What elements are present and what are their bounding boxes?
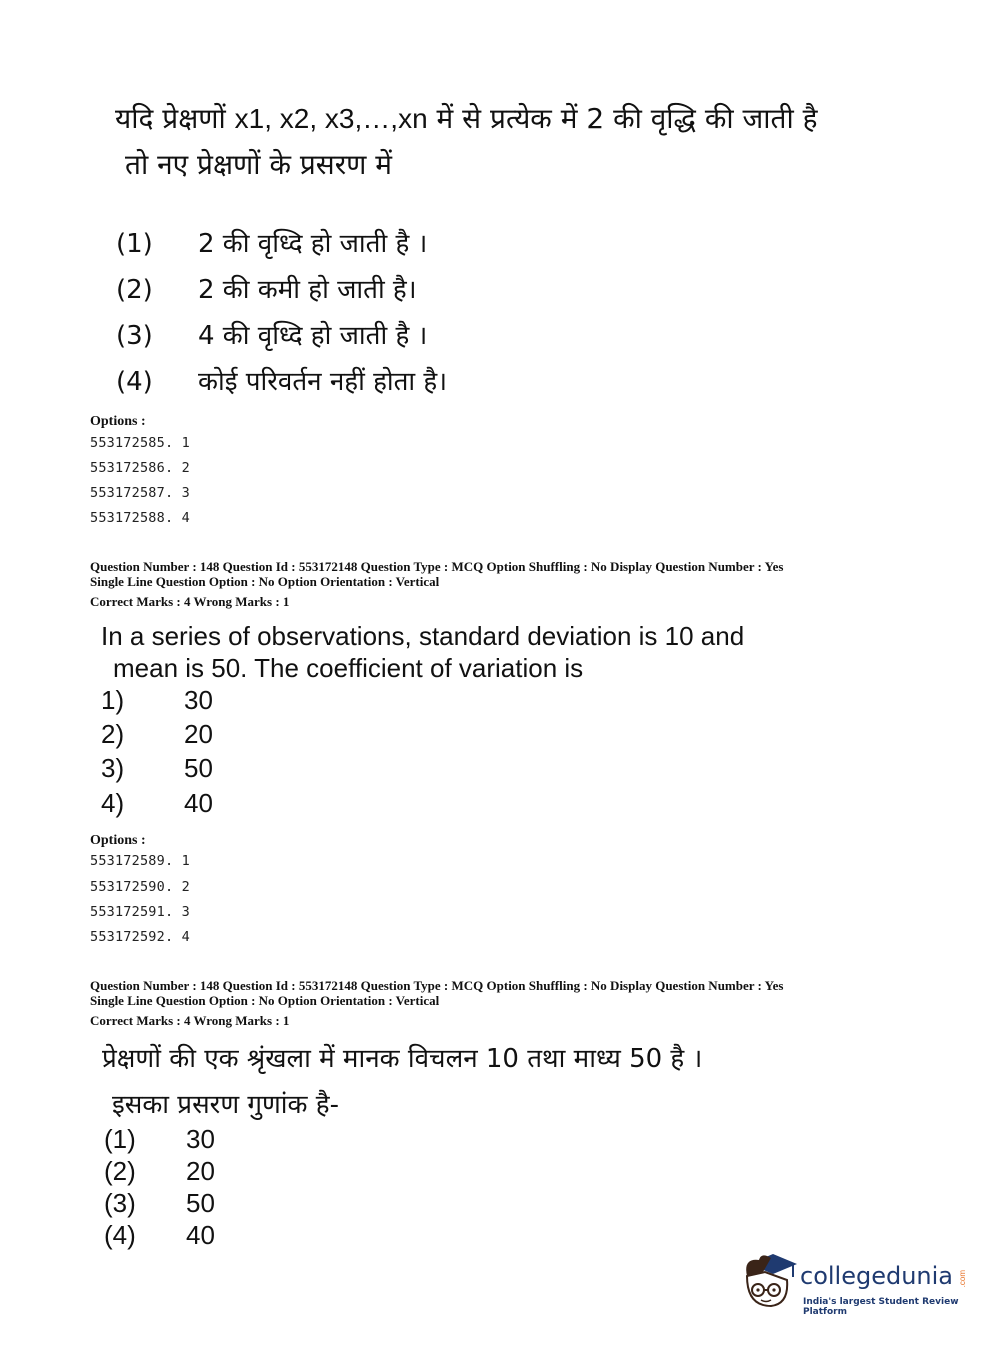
q2-option-id-1: 553172589. 1 [90,853,190,869]
q2-stem-line1: In a series of observations, standard deviation is 10 and [101,621,745,651]
q1-stem-line1-pre: यदि प्रेक्षणों [115,102,235,135]
q2-question-stem [101,620,744,684]
q3-option-1: (1) 30 [104,1124,215,1154]
q2-meta: Question Number : 148 Question Id : 553172148 Question Type : MCQ Option Shuffling : No Display Question Number : Yes Single Line Question Option : No Option Orientation : Vertical Correct Marks : 4 Wrong Marks : 1 [90,559,784,609]
q1-stem-line2: तो नए प्रेक्षणों के प्रसरण में [125,148,393,181]
q1-option-1: (1) 2 की वृध्दि हो जाती है । [116,229,428,259]
q1-option-id-4: 553172588. 4 [90,510,190,526]
q3-meta: Question Number : 148 Question Id : 553172148 Question Type : MCQ Option Shuffling : No Display Question Number : Yes Single Line Question Option : No Option Orientation : Vertical Correct Marks : 4 Wrong Marks : 1 [90,978,784,1028]
q3-stem-line1: प्रेक्षणों की एक श्रृंखला में मानक विचलन 10 तथा माध्य 50 है । [102,1044,703,1074]
q2-option-1: 1) 30 [101,685,213,715]
q2-options-heading: Options : [90,833,146,848]
q1-option-id-2: 553172586. 2 [90,460,190,476]
q1-option-id-1: 553172585. 1 [90,435,190,451]
q3-question-stem [102,1036,702,1128]
q3-option-4: (4) 40 [104,1220,215,1250]
q2-option-4: 4) 40 [101,788,213,818]
collegedunia-com-suffix: .com [958,1270,967,1288]
q3-stem-line2: इसका प्रसरण गुणांक है- [112,1090,339,1120]
q2-option-id-2: 553172590. 2 [90,879,190,895]
q1-stem-vars: x1, x2, x3,…,xn [234,103,428,134]
q2-option-id-3: 553172591. 3 [90,904,190,920]
q2-option-id-4: 553172592. 4 [90,929,190,945]
collegedunia-tagline: India's largest Student Review Platform [803,1297,959,1317]
collegedunia-mascot-icon [741,1250,799,1312]
q1-option-id-3: 553172587. 3 [90,485,190,501]
q1-options-heading: Options : [90,414,146,429]
q1-stem-line1-post: में से प्रत्येक में 2 की वृद्धि की जाती है [427,102,818,135]
q1-option-3: (3) 4 की वृध्दि हो जाती है । [116,321,428,351]
q3-option-2: (2) 20 [104,1156,215,1186]
q2-stem-line2: mean is 50. The coefficient of variation is [113,653,584,683]
q3-option-3: (3) 50 [104,1188,215,1218]
collegedunia-wordmark: collegedunia [800,1262,954,1290]
q1-option-2: (2) 2 की कमी हो जाती है। [116,275,417,305]
q1-question-stem [115,96,817,188]
q2-option-3: 3) 50 [101,753,213,783]
q2-option-2: 2) 20 [101,719,213,749]
q1-option-4: (4) कोई परिवर्तन नहीं होता है। [116,367,448,397]
